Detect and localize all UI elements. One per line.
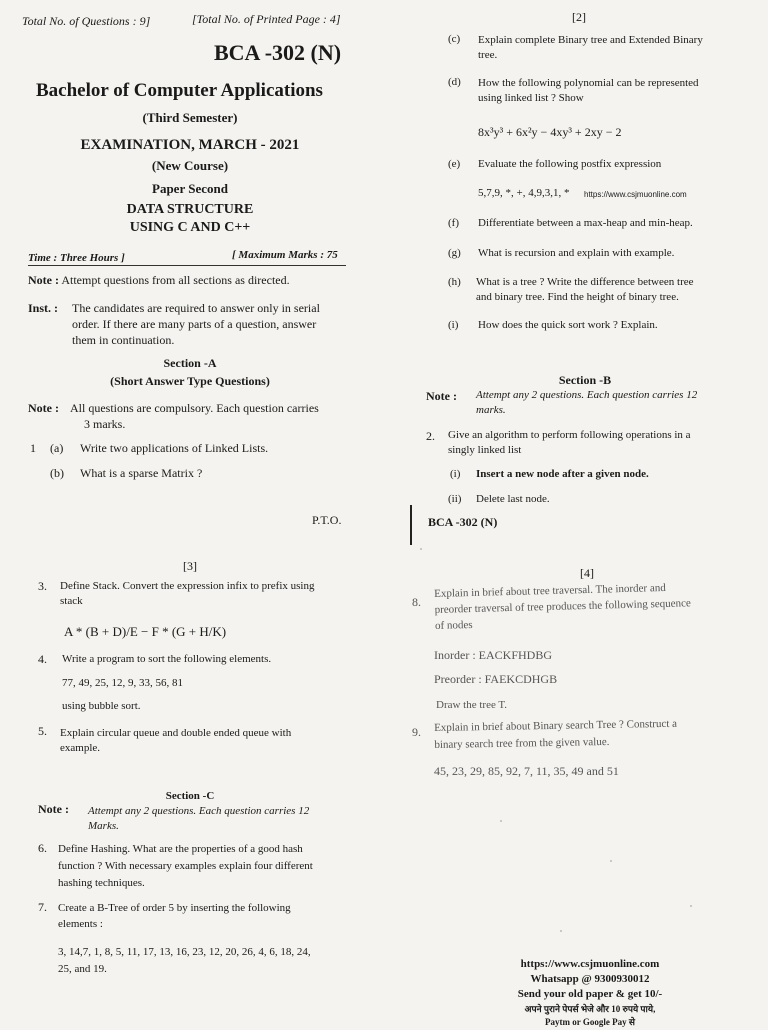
footer-payment: Paytm or Google Pay से xyxy=(545,1017,635,1027)
text-line: preorder traversal of tree produces the following sequence xyxy=(434,597,691,616)
text-line: Define Stack. Convert the expression infix to prefix using xyxy=(60,580,315,592)
text-line: Explain in brief about tree traversal. The inorder and xyxy=(434,581,666,600)
question-2c-text xyxy=(478,33,748,63)
text-line: Explain complete Binary tree and Extended Binary xyxy=(478,34,703,46)
question-2h-text xyxy=(476,275,748,305)
footer-advertisement xyxy=(470,957,710,1030)
question-2e-label: (e) xyxy=(448,158,461,170)
section-a-title: Section -A xyxy=(163,356,217,370)
note-label: Note : xyxy=(28,273,59,287)
infix-expression: A * (B + D)/E − F * (G + H/K) xyxy=(64,624,227,639)
page-number-4: [4] xyxy=(580,566,594,580)
question-3-number: 3. xyxy=(38,579,47,593)
note-line: All questions are compulsory. Each question carries xyxy=(70,401,319,415)
page-number-3: [3] xyxy=(183,559,197,573)
scan-mark xyxy=(410,505,412,545)
text-line: What is a tree ? Write the difference between tree xyxy=(476,276,694,288)
text-line: elements : xyxy=(58,918,103,930)
section-c-note-label: Note : xyxy=(38,802,69,816)
scan-speck xyxy=(690,905,692,907)
section-c-note xyxy=(88,804,358,834)
text-line: Explain circular queue and double ended queue with xyxy=(60,727,292,739)
watermark-url: https://www.csjmuonline.com xyxy=(584,190,687,199)
sort-values: 77, 49, 25, 12, 9, 33, 56, 81 xyxy=(62,677,183,689)
inst-line: The candidates are required to answer only in serial xyxy=(72,301,320,315)
note-line: 3 marks. xyxy=(84,417,126,431)
note-text: Attempt questions from all sections as directed. xyxy=(61,273,290,287)
note-label: Note : xyxy=(28,401,59,415)
text-line: example. xyxy=(60,742,101,754)
total-questions: Total No. of Questions : 9] xyxy=(22,14,151,28)
question-2-i-label: (i) xyxy=(450,468,461,480)
text-line: tree. xyxy=(478,49,498,61)
preorder-sequence: Preorder : FAEKCDHGB xyxy=(434,672,558,686)
question-7-number: 7. xyxy=(38,900,47,914)
inst-label: Inst. : xyxy=(28,301,59,315)
btree-values xyxy=(58,944,360,978)
subject-line-1: DATA STRUCTURE xyxy=(126,202,254,217)
time-allowed: Time : Three Hours ] xyxy=(28,252,125,264)
section-a-subtitle: (Short Answer Type Questions) xyxy=(110,374,270,388)
paper-code: BCA -302 (N) xyxy=(214,40,342,65)
polynomial-expression: 8x³y³ + 6x²y − 4xy³ + 2xy − 2 xyxy=(478,125,622,139)
semester: (Third Semester) xyxy=(142,110,238,125)
question-1b-label: (b) xyxy=(50,466,64,480)
question-2g-label: (g) xyxy=(448,247,461,259)
text-line: Create a B-Tree of order 5 by inserting the following xyxy=(58,902,291,914)
question-6-text xyxy=(58,841,360,892)
section-b-note-label: Note : xyxy=(426,389,457,403)
question-2d-label: (d) xyxy=(448,76,461,88)
question-6-number: 6. xyxy=(38,841,47,855)
postfix-expression: 5,7,9, *, +, 4,9,3,1, * xyxy=(478,187,570,199)
note-line: Attempt any 2 questions. Each question carries 12 xyxy=(476,389,698,401)
question-8-number: 8. xyxy=(412,595,421,609)
text-line: 3, 14,7, 1, 8, 5, 11, 17, 13, 16, 23, 12, 20, 26, 4, 6, 18, 24, xyxy=(58,946,311,958)
sort-method: using bubble sort. xyxy=(62,700,141,712)
section-c-title: Section -C xyxy=(165,790,215,802)
question-2i-text: How does the quick sort work ? Explain. xyxy=(478,319,658,331)
text-line: and binary tree. Find the height of binary tree. xyxy=(476,291,679,303)
question-2f-label: (f) xyxy=(448,217,459,229)
bst-values: 45, 23, 29, 85, 92, 7, 11, 35, 49 and 51 xyxy=(434,764,619,778)
question-1a-text: Write two applications of Linked Lists. xyxy=(80,441,269,455)
inst-line: order. If there are many parts of a question, answer xyxy=(72,317,317,331)
section-b-note xyxy=(476,388,748,418)
subject-line-2: USING C AND C++ xyxy=(129,220,251,235)
degree-title: Bachelor of Computer Applications xyxy=(36,80,323,101)
question-3-text xyxy=(60,579,360,609)
maximum-marks: [ Maximum Marks : 75 xyxy=(232,249,338,261)
question-9-number: 9. xyxy=(412,725,421,739)
inorder-sequence: Inorder : EACKFHDBG xyxy=(434,648,552,662)
footer-paper-code: BCA -302 (N) xyxy=(428,515,498,529)
text-line: binary search tree from the given value. xyxy=(434,735,610,751)
text-line: stack xyxy=(60,595,83,607)
course-type: (New Course) xyxy=(151,158,229,173)
question-2-ii-label: (ii) xyxy=(448,493,462,505)
question-5-number: 5. xyxy=(38,724,47,738)
text-line: Explain in brief about Binary search Tree ? Construct a xyxy=(434,717,678,734)
question-2-i-text: Insert a new node after a given node. xyxy=(476,468,649,480)
footer-offer: Send your old paper & get 10/- xyxy=(517,988,663,1000)
question-1b-text: What is a sparse Matrix ? xyxy=(80,466,203,480)
exam-title: EXAMINATION, MARCH - 2021 xyxy=(80,137,300,153)
question-8-text xyxy=(434,578,747,634)
text-line: of nodes xyxy=(434,619,473,632)
header-divider xyxy=(28,265,346,266)
footer-url: https://www.csjmuonline.com xyxy=(520,958,660,970)
footer-offer-hindi: अपने पुराने पेपर्स भेजे और 10 रुपये पाये, xyxy=(524,1004,656,1014)
section-b-title: Section -B xyxy=(558,373,612,387)
text-line: using linked list ? Show xyxy=(478,92,584,104)
question-2g-text: What is recursion and explain with example. xyxy=(478,247,675,259)
text-line: How the following polynomial can be represented xyxy=(478,77,699,89)
note-line: Marks. xyxy=(88,820,119,832)
question-5-text xyxy=(60,726,360,756)
question-2f-text: Differentiate between a max-heap and min-heap. xyxy=(478,217,693,229)
question-2c-label: (c) xyxy=(448,33,461,45)
question-9-text xyxy=(434,715,747,754)
question-2-number: 2. xyxy=(426,429,435,443)
question-4-text: Write a program to sort the following elements. xyxy=(62,653,272,665)
footer-whatsapp: Whatsapp @ 9300930012 xyxy=(530,973,650,985)
paper-number: Paper Second xyxy=(152,181,228,196)
page-number-2: [2] xyxy=(572,10,586,24)
question-2d-text xyxy=(478,76,748,106)
question-7-text xyxy=(58,900,360,932)
note-line: marks. xyxy=(476,404,506,416)
text-line: Give an algorithm to perform following operations in a xyxy=(448,429,691,441)
scan-speck xyxy=(610,860,612,862)
question-1a-label: (a) xyxy=(50,441,64,455)
scan-speck xyxy=(560,930,562,932)
note-line: Attempt any 2 questions. Each question carries 12 xyxy=(88,805,310,817)
total-printed-pages: [Total No. of Printed Page : 4] xyxy=(192,12,341,26)
question-2i-label: (i) xyxy=(448,319,459,331)
question-1-number: 1 xyxy=(30,441,36,455)
question-4-number: 4. xyxy=(38,652,47,666)
question-2-text xyxy=(448,428,748,458)
draw-instruction: Draw the tree T. xyxy=(436,699,508,711)
text-line: hashing techniques. xyxy=(58,877,145,889)
question-2h-label: (h) xyxy=(448,276,461,288)
scan-speck xyxy=(420,548,422,550)
general-note xyxy=(28,272,358,288)
pto-marker: P.T.O. xyxy=(312,513,342,527)
text-line: singly linked list xyxy=(448,444,522,456)
text-line: function ? With necessary examples explain four different xyxy=(58,860,313,872)
question-2-ii-text: Delete last node. xyxy=(476,493,550,505)
scan-speck xyxy=(500,820,502,822)
text-line: 25, and 19. xyxy=(58,963,107,975)
question-2e-text: Evaluate the following postfix expression xyxy=(478,158,662,170)
inst-line: them in continuation. xyxy=(72,333,175,347)
text-line: Define Hashing. What are the properties of a good hash xyxy=(58,843,303,855)
